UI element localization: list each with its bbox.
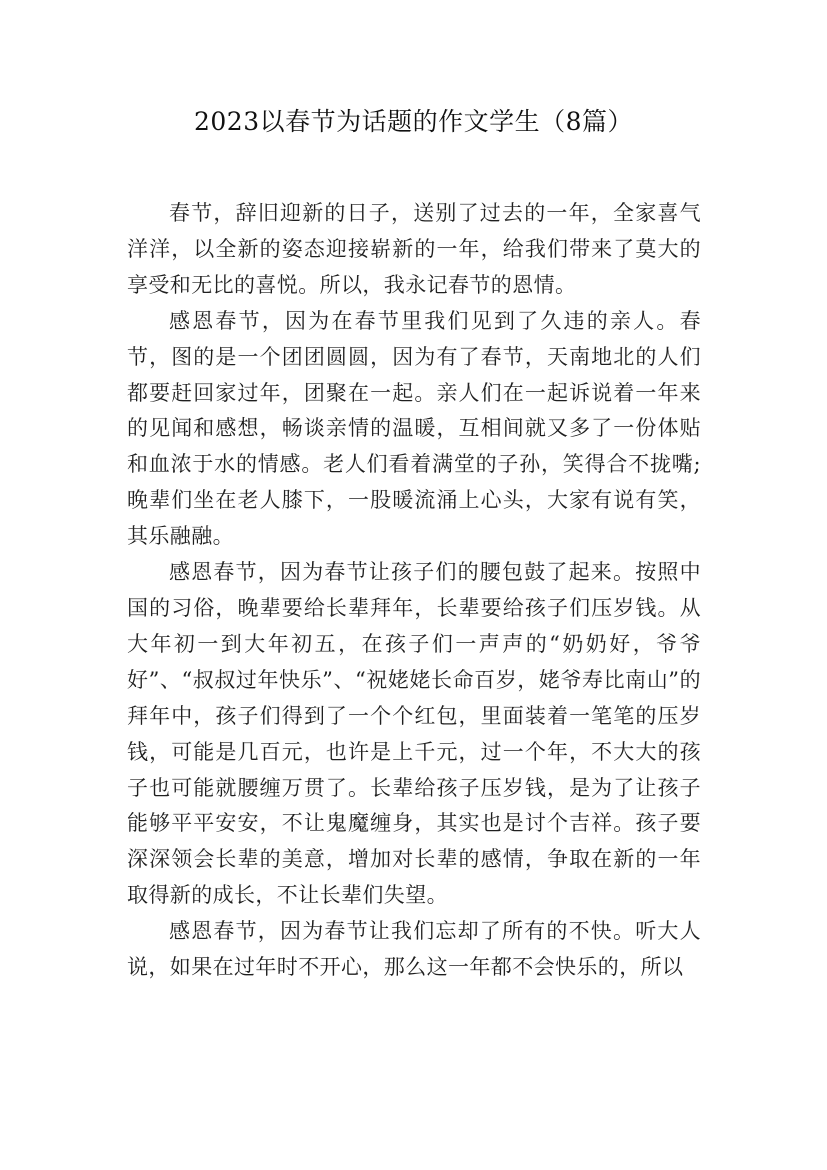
- paragraph-3: 感恩春节，因为春节让孩子们的腰包鼓了起来。按照中国的习俗，晚辈要给长辈拜年，长辈要给孩子们压岁钱。从大年初一到大年初五，在孩子们一声声的“奶奶好，爷爷好”、“叔叔过年快乐”、“祝姥姥长命百岁，姥爷寿比南山”的拜年中，孩子们得到了一个个红包，里面装着一笔笔的压岁钱，可能是几百元，也许是上千元，过一个年，不大大的孩子也可能就腰缠万贯了。长辈给孩子压岁钱，是为了让孩子能够平平安安，不让鬼魔缠身，其实也是讨个吉祥。孩子要深深领会长辈的美意，增加对长辈的感情，争取在新的一年取得新的成长，不让长辈们失望。: [127, 560, 701, 908]
- paragraph-1: 春节，辞旧迎新的日子，送别了过去的一年，全家喜气洋洋，以全新的姿态迎接崭新的一年，给我们带来了莫大的享受和无比的喜悦。所以，我永记春节的恩情。: [127, 201, 701, 297]
- paragraph-4: 感恩春节，因为春节让我们忘却了所有的不快。听大人说，如果在过年时不开心，那么这一年都不会快乐的，所以: [127, 919, 701, 980]
- document-title: 2023以春节为话题的作文学生（8篇）: [193, 107, 634, 136]
- paragraph-2: 感恩春节，因为在春节里我们见到了久违的亲人。春节，图的是一个团团圆圆，因为有了春节，天南地北的人们都要赶回家过年，团聚在一起。亲人们在一起诉说着一年来的见闻和感想，畅谈亲情的温暖，互相间就又多了一份体贴和血浓于水的情感。老人们看着满堂的子孙，笑得合不拢嘴;晚辈们坐在老人膝下，一股暖流涌上心头，大家有说有笑，其乐融融。: [127, 308, 701, 549]
- document-body: [127, 196, 701, 986]
